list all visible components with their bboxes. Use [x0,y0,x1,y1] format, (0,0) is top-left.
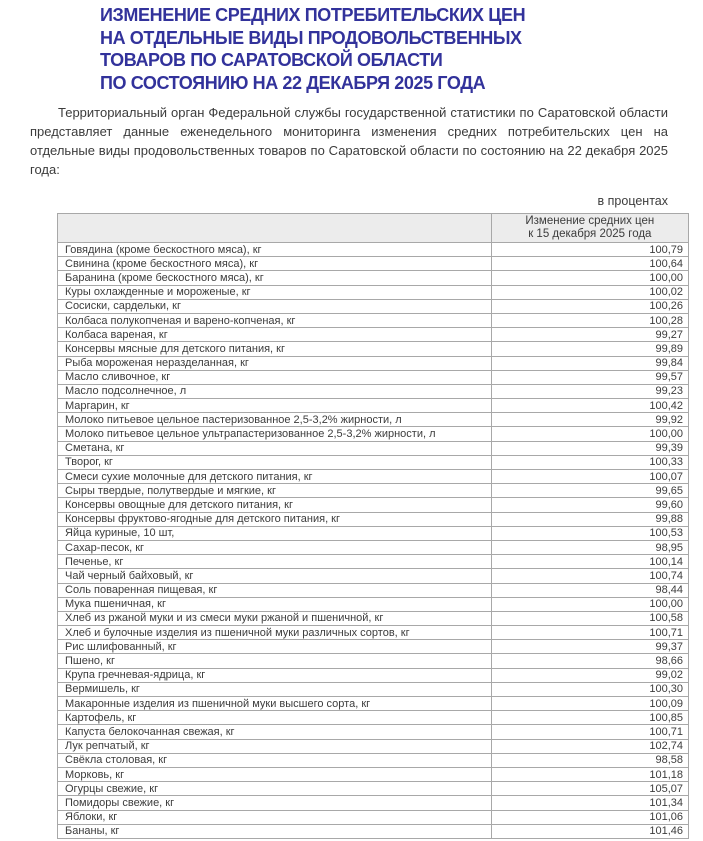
title-line-4: ПО СОСТОЯНИЮ НА 22 ДЕКАБРЯ 2025 ГОДА [100,72,486,93]
table-row [58,427,689,441]
product-label: Смеси сухие молочные для детского питания, кг [58,470,492,484]
table-row [58,526,689,540]
product-label: Капуста белокочанная свежая, кг [58,725,492,739]
table-row [58,555,689,569]
table-row [58,725,689,739]
price-change-value: 100,53 [491,526,688,540]
table-row [58,498,689,512]
table-row [58,711,689,725]
price-change-value: 100,79 [491,243,688,257]
title-line-1: ИЗМЕНЕНИЕ СРЕДНИХ ПОТРЕБИТЕЛЬСКИХ ЦЕН [100,5,526,25]
product-label: Баранина (кроме бескостного мяса), кг [58,271,492,285]
document-title [100,4,683,94]
price-change-value: 100,71 [491,725,688,739]
table-row [58,243,689,257]
table-row [58,569,689,583]
table-row [58,540,689,554]
price-change-value: 100,33 [491,455,688,469]
price-change-value: 100,00 [491,427,688,441]
product-label: Куры охлажденные и мороженые, кг [58,285,492,299]
price-change-value: 100,26 [491,299,688,313]
product-label: Консервы фруктово-ягодные для детского питания, кг [58,512,492,526]
table-row [58,470,689,484]
table-row [58,682,689,696]
price-change-value: 100,42 [491,399,688,413]
price-change-value: 100,71 [491,626,688,640]
table-row [58,810,689,824]
product-label: Пшено, кг [58,654,492,668]
price-change-value: 98,95 [491,540,688,554]
price-change-value: 100,28 [491,313,688,327]
title-line-3: ТОВАРОВ ПО САРАТОВСКОЙ ОБЛАСТИ [100,50,443,70]
table-row [58,611,689,625]
header-row [58,214,689,243]
product-label: Рис шлифованный, кг [58,640,492,654]
product-label: Свёкла столовая, кг [58,753,492,767]
price-change-value: 99,84 [491,356,688,370]
product-label: Колбаса полукопченая и варено-копченая, кг [58,313,492,327]
document-page [0,4,703,841]
price-change-value: 99,65 [491,484,688,498]
product-label: Свинина (кроме бескостного мяса), кг [58,257,492,271]
price-change-value: 99,37 [491,640,688,654]
table-row [58,512,689,526]
product-label: Сахар-песок, кг [58,540,492,554]
product-label: Хлеб и булочные изделия из пшеничной муки различных сортов, кг [58,626,492,640]
price-change-value: 99,92 [491,413,688,427]
table-row [58,384,689,398]
product-label: Чай черный байховый, кг [58,569,492,583]
product-label: Мука пшеничная, кг [58,597,492,611]
price-change-value: 100,58 [491,611,688,625]
price-table-body [58,243,689,839]
product-label: Масло подсолнечное, л [58,384,492,398]
price-change-value: 101,18 [491,767,688,781]
table-row [58,271,689,285]
table-row [58,413,689,427]
table-row [58,328,689,342]
product-label: Молоко питьевое цельное ультрапастеризованное 2,5-3,2% жирности, л [58,427,492,441]
product-column-header [58,214,492,243]
price-change-value: 100,74 [491,569,688,583]
price-change-value: 105,07 [491,782,688,796]
value-column-header-line-2: к 15 декабря 2025 года [528,228,652,240]
price-change-value: 98,66 [491,654,688,668]
price-table [57,213,689,839]
price-change-value: 101,34 [491,796,688,810]
table-row [58,299,689,313]
price-change-value: 100,64 [491,257,688,271]
price-change-value: 102,74 [491,739,688,753]
product-label: Печенье, кг [58,555,492,569]
price-change-value: 99,39 [491,441,688,455]
price-change-value: 100,07 [491,470,688,484]
price-change-value: 101,46 [491,824,688,838]
price-change-value: 99,27 [491,328,688,342]
price-change-value: 101,06 [491,810,688,824]
product-label: Хлеб из ржаной муки и из смеси муки ржаной и пшеничной, кг [58,611,492,625]
product-label: Творог, кг [58,455,492,469]
table-row [58,583,689,597]
table-row [58,370,689,384]
product-label: Яйца куриные, 10 шт, [58,526,492,540]
table-row [58,640,689,654]
price-change-value: 100,14 [491,555,688,569]
product-label: Рыба мороженая неразделанная, кг [58,356,492,370]
price-change-value: 99,89 [491,342,688,356]
table-row [58,654,689,668]
table-row [58,824,689,838]
price-change-value: 100,85 [491,711,688,725]
product-label: Огурцы свежие, кг [58,782,492,796]
table-row [58,739,689,753]
product-label: Картофель, кг [58,711,492,725]
product-label: Консервы овощные для детского питания, кг [58,498,492,512]
intro-paragraph: Территориальный орган Федеральной службы государственной статистики по Саратовской области представляет данные еженедельного мониторинга изменения средних потребительских цен на отдельные виды продовольственных товаров по Саратовской области по состоянию на 22 декабря 2025 года: [30,105,668,177]
product-label: Молоко питьевое цельное пастеризованное 2,5-3,2% жирности, л [58,413,492,427]
price-change-value: 100,02 [491,285,688,299]
value-column-header-line-1: Изменение средних цен [525,215,655,227]
product-label: Яблоки, кг [58,810,492,824]
product-label: Сметана, кг [58,441,492,455]
table-row [58,796,689,810]
product-label: Маргарин, кг [58,399,492,413]
table-row [58,697,689,711]
product-label: Говядина (кроме бескостного мяса), кг [58,243,492,257]
product-label: Лук репчатый, кг [58,739,492,753]
price-change-value: 100,09 [491,697,688,711]
product-label: Вермишель, кг [58,682,492,696]
product-label: Крупа гречневая-ядрица, кг [58,668,492,682]
product-label: Морковь, кг [58,767,492,781]
product-label: Бананы, кг [58,824,492,838]
price-table-header [58,214,689,243]
table-row [58,285,689,299]
price-change-value: 99,57 [491,370,688,384]
units-note: в процентах [597,194,668,208]
price-change-value: 100,30 [491,682,688,696]
product-label: Сыры твердые, полутвердые и мягкие, кг [58,484,492,498]
table-row [58,356,689,370]
table-row [58,455,689,469]
table-row [58,753,689,767]
price-change-value: 99,60 [491,498,688,512]
table-row [58,767,689,781]
table-row [58,399,689,413]
price-change-value: 98,58 [491,753,688,767]
product-label: Помидоры свежие, кг [58,796,492,810]
price-change-value: 99,23 [491,384,688,398]
table-row [58,257,689,271]
table-row [58,313,689,327]
price-change-value: 100,00 [491,271,688,285]
price-change-value: 99,02 [491,668,688,682]
price-change-value: 100,00 [491,597,688,611]
table-row [58,484,689,498]
table-row [58,342,689,356]
price-change-value: 98,44 [491,583,688,597]
table-row [58,626,689,640]
product-label: Макаронные изделия из пшеничной муки высшего сорта, кг [58,697,492,711]
table-row [58,597,689,611]
table-row [58,668,689,682]
product-label: Соль поваренная пищевая, кг [58,583,492,597]
product-label: Сосиски, сардельки, кг [58,299,492,313]
value-column-header [491,214,688,243]
title-line-2: НА ОТДЕЛЬНЫЕ ВИДЫ ПРОДОВОЛЬСТВЕННЫХ [100,27,522,48]
product-label: Масло сливочное, кг [58,370,492,384]
price-change-value: 99,88 [491,512,688,526]
table-row [58,782,689,796]
table-row [58,441,689,455]
product-label: Консервы мясные для детского питания, кг [58,342,492,356]
product-label: Колбаса вареная, кг [58,328,492,342]
